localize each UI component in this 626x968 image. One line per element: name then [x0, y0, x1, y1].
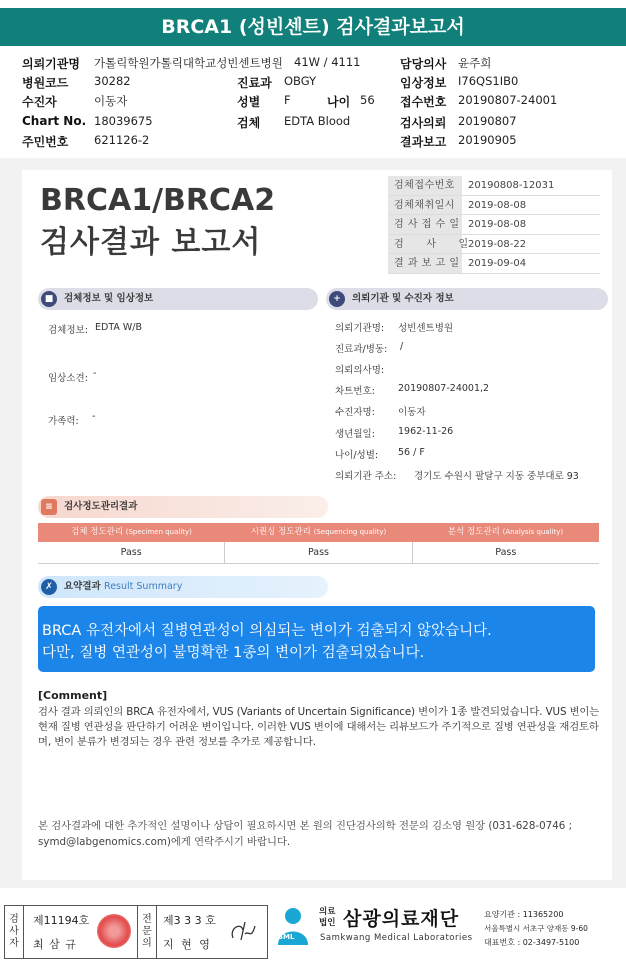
quality-col-sub: (Sequencing quality)	[313, 528, 387, 536]
chart-no-value: 18039675	[94, 114, 153, 128]
clinical-info-label: 임상정보	[400, 76, 447, 90]
chart-no-label: Chart No.	[22, 114, 87, 128]
summary-heading-ko: 요약결과	[64, 581, 101, 592]
date-row	[388, 235, 600, 255]
date-key: 검체접수번호	[388, 176, 462, 195]
doctor-label: 담당의사	[400, 57, 447, 71]
requester-field-label: 차트번호:	[335, 386, 375, 397]
quality-col-title: 시퀀싱 정도관리	[250, 527, 311, 537]
specimen-quality-value: Pass	[38, 542, 225, 563]
clinical-finding-label: 임상소견:	[48, 373, 88, 384]
clinical-finding-value: -	[93, 368, 97, 379]
date-key: 결 과 보 고 일	[388, 254, 462, 273]
quality-col-header	[225, 523, 412, 542]
requester-field-value: 경기도 수원시 팔달구 지동 중부대로 93	[414, 471, 579, 482]
summary-section-heading	[38, 576, 328, 598]
requester-field-label: 의뢰기관 주소:	[335, 471, 397, 482]
divider	[137, 906, 138, 958]
age-label: 나이	[327, 95, 351, 109]
summary-line2: 다만, 질병 연관성이 불명확한 1종의 변이가 검출되었습니다.	[42, 645, 425, 661]
specialist-name: 지 현 영	[163, 938, 212, 951]
date-row	[388, 176, 600, 196]
specimen-value: EDTA Blood	[284, 114, 351, 128]
sequencing-quality-value: Pass	[225, 542, 412, 563]
date-row	[388, 196, 600, 216]
requester-heading-text: 의뢰기관 및 수진자 정보	[352, 293, 454, 304]
report-top-title: BRCA1 (성빈센트) 검사결과보고서	[0, 8, 626, 46]
date-value: 2019-08-22	[468, 238, 527, 250]
result-date-value: 20190905	[458, 133, 517, 147]
hospital-code-label: 병원코드	[22, 76, 69, 90]
date-row	[388, 215, 600, 235]
specialist-label: 전문의	[142, 914, 152, 949]
divider	[23, 906, 24, 958]
requester-field-value: 1962-11-26	[398, 426, 454, 437]
hospital-code-value: 30282	[94, 74, 131, 88]
department-value: OBGY	[284, 74, 317, 88]
requester-field-label: 의뢰의사명:	[335, 365, 385, 376]
requester-field-label: 생년월일:	[335, 429, 375, 440]
analysis-quality-value: Pass	[495, 547, 517, 558]
briefcase-icon: ■	[41, 291, 57, 307]
date-key: 검 사 일	[388, 235, 462, 254]
requester-field-value: 56 / F	[398, 447, 425, 458]
requester-field-label: 수진자명:	[335, 407, 375, 418]
signature	[227, 918, 261, 948]
quality-section-heading	[38, 496, 328, 518]
date-value: 2019-09-04	[468, 258, 527, 269]
logo-text: SML	[278, 933, 295, 941]
doctor-value: 윤주희	[458, 56, 492, 70]
requester-field-value: 성빈센트병원	[398, 323, 454, 334]
quality-col-sub: (Specimen quality)	[125, 528, 192, 536]
specimen-heading-text: 검체정보 및 임상정보	[64, 293, 154, 304]
org-name: 삼광의료재단	[343, 908, 460, 930]
family-history-value: -	[92, 411, 96, 422]
summary-line1: BRCA 유전자에서 질병연관성이 의심되는 변이가 검출되지 않았습니다.	[42, 623, 492, 639]
requester-field-value: /	[400, 341, 404, 352]
summary-heading-en: Result Summary	[104, 581, 183, 592]
quality-col-title: 검체 정도관리	[71, 527, 124, 537]
quality-col-sub: (Analysis quality)	[502, 528, 564, 536]
requester-field-value: 20190807-24001,2	[398, 383, 490, 394]
report-title-line2: 검사결과 보고서	[40, 225, 262, 260]
date-table	[388, 176, 600, 274]
specimen-info-value: EDTA W/B	[95, 322, 143, 333]
result-date-label: 결과보고	[400, 135, 447, 149]
requester-field-label: 진료과/병동:	[335, 344, 388, 355]
quality-heading-text: 검사정도관리결과	[64, 501, 138, 512]
seal-stamp	[97, 914, 131, 948]
org-code: 요양기관 : 11365200	[484, 910, 564, 919]
date-value: 2019-08-08	[468, 219, 527, 230]
hospital-name-label: 의뢰기관명	[22, 57, 80, 71]
report-title	[40, 180, 275, 264]
org-address: 서울특별시 서초구 양재동 9-60	[484, 924, 588, 933]
resident-no-value: 621126-2	[94, 133, 150, 147]
request-date-label: 검사의뢰	[400, 116, 447, 130]
family-history-label: 가족력:	[48, 416, 79, 427]
sex-value: F	[284, 93, 291, 107]
contact-text: 본 검사결과에 대한 추가적인 설명이나 상담이 필요하시면 본 원의 진단검사의학 전문의 김소영 원장 (031-628-0746 ; symd@labgenomics.com)에게 연락주시기 바랍니다.	[38, 820, 573, 848]
patient-value: 이동자	[94, 94, 128, 108]
quality-col-title: 분석 정도관리	[447, 527, 500, 537]
header-info	[22, 53, 622, 153]
examiner-label: 검사자	[9, 914, 19, 949]
accession-value: 20190807-24001	[458, 93, 558, 107]
requester-field-value: 이동자	[398, 407, 426, 418]
requester-field-label: 나이/성별:	[335, 450, 379, 461]
quality-table-row	[38, 542, 599, 564]
clinical-info-value: I76QS1IB0	[458, 74, 519, 88]
date-key: 검 사 접 수 일	[388, 215, 462, 234]
date-row	[388, 254, 600, 274]
comment-text: 검사 결과 의뢰인의 BRCA 유전자에서, VUS (Variants of Uncertain Significance) 변이가 1종 발견되었습니다. VUS 변이는 현재 질병 연관성을 판단하기 어려운 변이입니다. 이러한 VUS 변이에 대해서는 리뷰보드가 주기적으로 질병 연관성을 재검토하며, 변이 분류가 변경되는 경우 관련 정보를 추가로 제공합니다.	[38, 706, 600, 748]
hospital-name-value: 가톨릭학원가톨릭대학교성빈센트병원	[94, 56, 283, 70]
ward-value: 41W / 4111	[294, 55, 361, 69]
examiner-license: 제11194호	[33, 914, 90, 927]
requester-section-heading	[326, 288, 608, 310]
accession-label: 접수번호	[400, 95, 447, 109]
org-english-name: Samkwang Medical Laboratories	[320, 933, 473, 943]
org-logo	[272, 905, 314, 947]
specimen-section-heading	[38, 288, 318, 310]
sex-label: 성별	[237, 95, 261, 109]
request-date-value: 20190807	[458, 114, 517, 128]
resident-no-label: 주민번호	[22, 135, 69, 149]
report-title-line1: BRCA1/BRCA2	[40, 183, 276, 218]
signature-box	[4, 905, 268, 959]
age-value: 56	[360, 93, 375, 107]
specialist-license: 제3 3 3 호	[163, 914, 216, 927]
date-value: 2019-08-08	[468, 199, 527, 211]
date-value: 20190808-12031	[468, 180, 555, 191]
examiner-name: 최 삼 규	[33, 938, 77, 951]
requester-field-label: 의뢰기관명:	[335, 323, 385, 334]
specimen-info-label: 검체정보:	[48, 325, 88, 336]
summary-box	[38, 606, 595, 672]
specimen-label: 검체	[237, 116, 261, 130]
ribbon-icon: ✗	[41, 579, 57, 595]
org-phone: 대표번호 : 02-3497-5100	[484, 938, 580, 947]
quality-col-header	[412, 523, 599, 542]
org-prefix: 의료법인	[319, 907, 336, 928]
hospital-icon: +	[329, 291, 345, 307]
quality-table-header	[38, 523, 599, 542]
clipboard-icon: ≡	[41, 499, 57, 515]
quality-col-header	[38, 523, 225, 542]
department-label: 진료과	[237, 76, 272, 90]
patient-label: 수진자	[22, 95, 57, 109]
divider	[156, 906, 157, 958]
comment-heading: [Comment]	[38, 689, 108, 702]
date-key: 검체채취일시	[388, 196, 462, 215]
